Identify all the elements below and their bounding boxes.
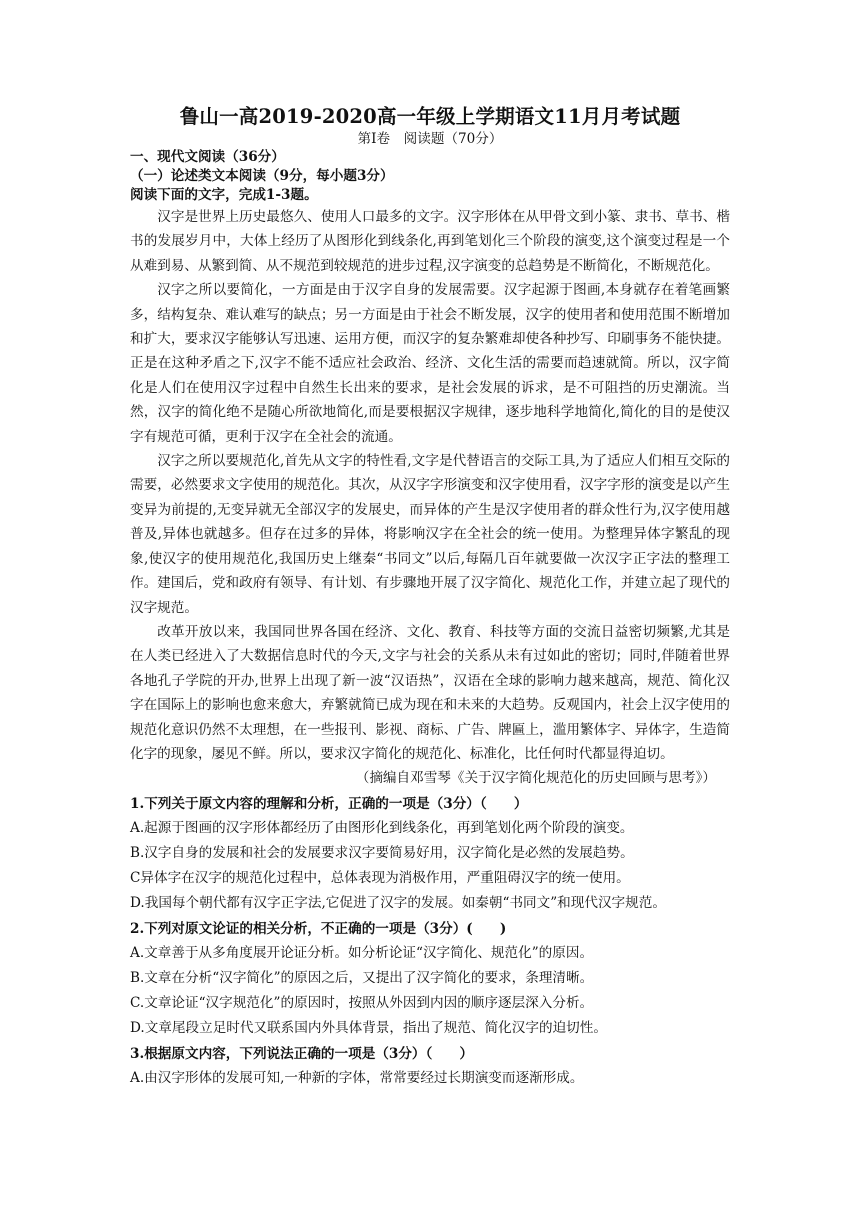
source-citation: （摘编自邓雪琴《关于汉字简化规范化的历史回顾与思考》） [355,770,716,787]
answer-option: A.由汉字形体的发展可知,一种新的字体，常常要经过长期演变而逐渐形成。 [130,1069,584,1086]
exam-page [130,104,730,1091]
part-heading: 第Ⅰ卷 阅读题（70分） [357,131,503,147]
question-3 [130,1042,730,1091]
answer-option: C异体字在汉字的规范化过程中，总体表现为消极作用，严重阻碍汉字的统一使用。 [130,869,630,886]
passage-paragraph-3: 汉字之所以要规范化,首先从文字的特性看,文字是代替语言的交际工具,为了适应人们相互交际的需要，必然要求文字使用的规范化。其次，从汉字字形演变和汉字使用看，汉字字形的演变是以产生变异为前提的,无变异就无全部汉字的发展史，而异体的产生是汉字使用者的群众性行为,汉字使用越普及,异体也就越多。但存在过多的异体，将影响汉字在全社会的统一使用。为整理异体字繁乱的现象,使汉字的使用规范化,我国历史上继秦“书同文”以后,每隔几百年就要做一次汉字正字法的整理工作。建国后，党和政府有领导、有计划、有步骤地开展了汉字简化、规范化工作，并建立起了现代的汉字规范。 [130,453,730,616]
question-stem: 2.下列对原文论证的相关分析，不正确的一项是（3分）( ) [130,920,507,937]
subsection-heading: （一）论述类文本阅读（9分，每小题3分） [130,168,394,184]
reading-instruction: 阅读下面的文字，完成1-3题。 [130,187,318,203]
passage-paragraph-4: 改革开放以来，我国同世界各国在经济、文化、教育、科技等方面的交流日益密切频繁,尤其是在人类已经进入了大数据信息时代的今天,文字与社会的关系从未有过如此的密切；同时,伴随着世界各地孔子学院的开办,世界上出现了新一波“汉语热”，汉语在全球的影响力越来越高，规范、简化汉字在国际上的影响也愈来愈大，弃繁就简已成为现在和未来的大趋势。反观国内，社会上汉字使用的规范化意识仍然不太理想，在一些报刊、影视、商标、广告、牌匾上，滥用繁体字、异体字，生造简化字的现象，屡见不鲜。所以，要求汉字简化的规范化、标准化，比任何时代都显得迫切。 [130,623,730,762]
answer-option: D.我国每个朝代都有汉字正字法,它促进了汉字的发展。如秦朝“书同文”和现代汉字规范。 [130,894,666,911]
answer-option: A.文章善于从多角度展开论证分析。如分析论证“汉字简化、规范化”的原因。 [130,944,594,961]
answer-option: B.文章在分析“汉字简化”的原因之后，又提出了汉字简化的要求，条理清晰。 [130,969,594,986]
question-stem: 1.下列关于原文内容的理解和分析，正确的一项是（3分）（ ） [130,795,528,812]
section-heading: 一、现代文阅读（36分） [130,149,285,165]
answer-option: A.起源于图画的汉字形体都经历了由图形化到线条化，再到笔划化两个阶段的演变。 [130,819,634,836]
passage-paragraph-1: 汉字是世界上历史最悠久、使用人口最多的文字。汉字形体在从甲骨文到小篆、隶书、草书、楷书的发展岁月中，大体上经历了从图形化到线条化,再到笔划化三个阶段的演变,这个演变过程是一个从难到易、从繁到简、从不规范到较规范的进步过程,汉字演变的总趋势是不断简化，不断规范化。 [130,209,730,274]
answer-option: B.汉字自身的发展和社会的发展要求汉字要简易好用，汉字简化是必然的发展趋势。 [130,844,634,861]
page-title: 鲁山一高2019-2020高一年级上学期语文11月月考试题 [179,105,681,128]
answer-option: D.文章尾段立足时代又联系国内外具体背景，指出了规范、简化汉字的迫切性。 [130,1019,607,1036]
question-stem: 3.根据原文内容，下列说法正确的一项是（3分）（ ） [130,1045,474,1062]
question-2 [130,917,730,1041]
passage-paragraph-2: 汉字之所以要简化，一方面是由于汉字自身的发展需要。汉字起源于图画,本身就存在着笔画繁多，结构复杂、难认难写的缺点；另一方面是由于社会不断发展，汉字的使用者和使用范围不断增加和扩大，要求汉字能够认写迅速、运用方便，而汉字的复杂繁难却使各种抄写、印刷事务不能快捷。正是在这种矛盾之下,汉字不能不适应社会政治、经济、文化生活的需要而趋速就简。所以，汉字简化是人们在使用汉字过程中自然生长出来的要求，是社会发展的诉求，是不可阻挡的历史潮流。当然，汉字的简化绝不是随心所欲地简化,而是要根据汉字规律，逐步地科学地简化,简化的目的是使汉字有规范可循，更利于汉字在全社会的流通。 [130,282,730,445]
answer-option: C.文章论证“汉字规范化”的原因时，按照从外因到内因的顺序逐层深入分析。 [130,994,594,1011]
question-1 [130,792,730,916]
